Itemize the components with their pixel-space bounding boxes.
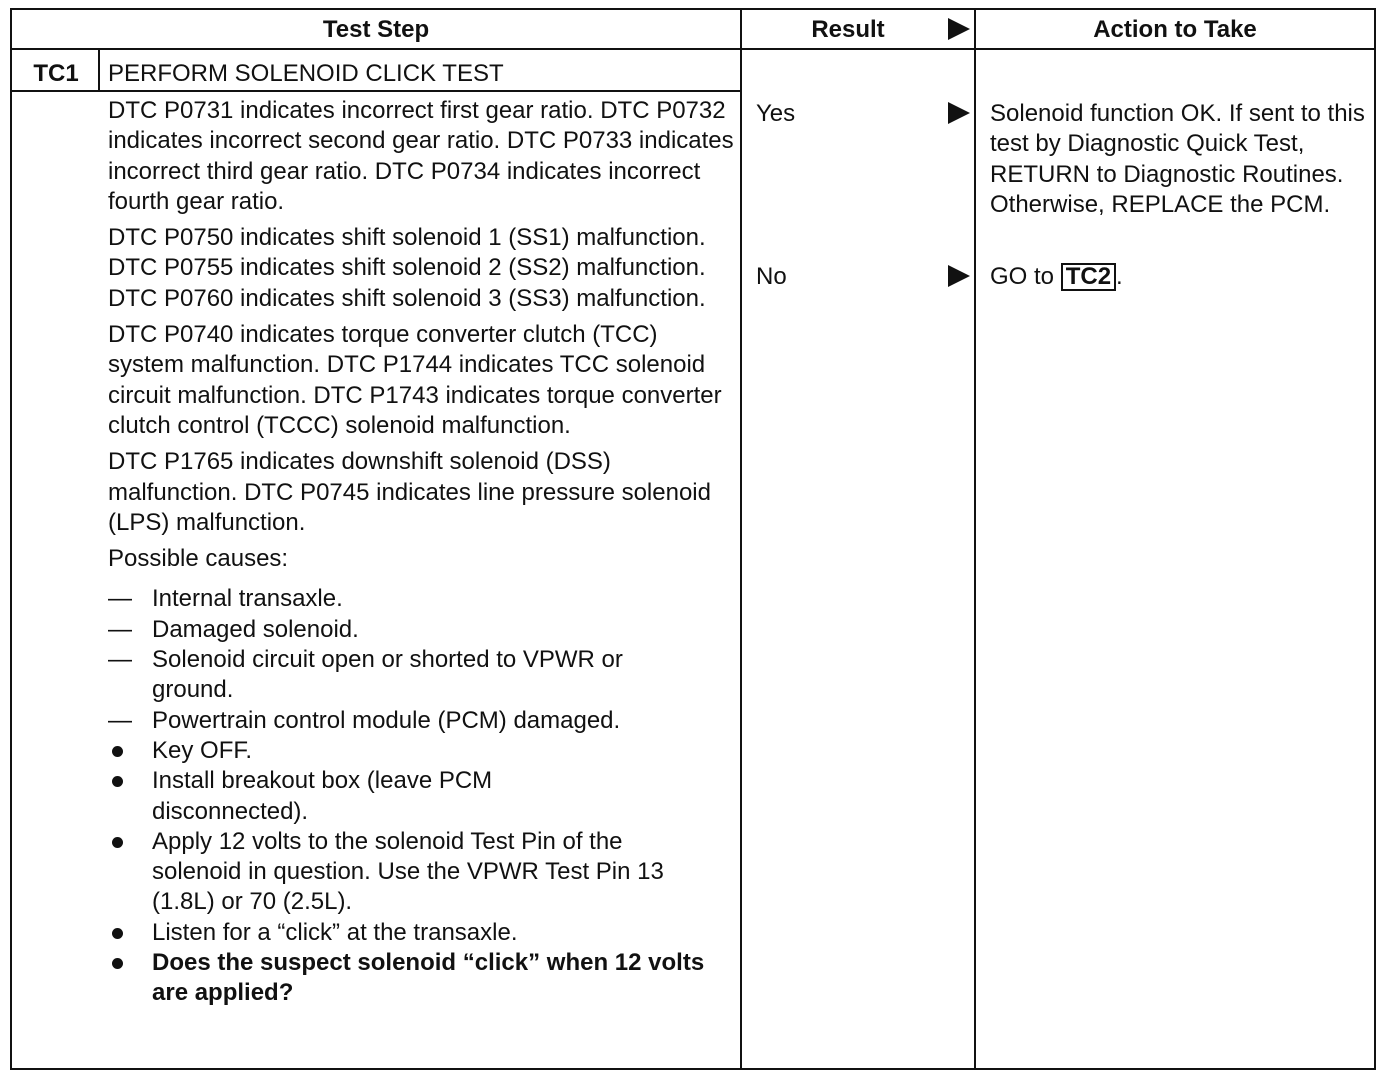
step-body <box>108 96 738 1009</box>
cause-text: Solenoid circuit open or shorted to VPWR or ground. <box>152 646 623 704</box>
action-no-suffix: . <box>1116 263 1123 290</box>
column-divider-result-action <box>974 10 976 1068</box>
cause-text: Damaged solenoid. <box>152 615 359 643</box>
cause-item <box>108 645 738 706</box>
step-paragraph: DTC P0731 indicates incorrect first gear ratio. DTC P0732 indicates incorrect second gear ratio. DTC P0733 indicates incorrect third gear ratio. DTC P0734 indicates incorrect fourth gear ratio. <box>108 97 734 215</box>
dash-bullet: — <box>108 706 132 734</box>
header-action: Action to Take <box>1093 16 1257 43</box>
action-yes: Solenoid function OK. If sent to this test by Diagnostic Quick Test, RETURN to Diagnostic Routines. Otherwise, REPLACE the PCM. <box>990 100 1365 218</box>
action-item <box>108 918 738 948</box>
cause-text: Internal transaxle. <box>152 585 343 613</box>
cause-item <box>108 706 738 736</box>
bullet-dot-icon <box>112 928 123 939</box>
bullet-dot-icon <box>112 746 123 757</box>
action-text: Key OFF. <box>152 736 253 764</box>
bullet-dot-icon <box>112 776 123 787</box>
result-no: No <box>756 263 787 290</box>
step-paragraph: DTC P0740 indicates torque converter clutch (TCC) system malfunction. DTC P1744 indicates TCC solenoid circuit malfunction. DTC P1743 indicates torque converter clutch control (TCCC) solenoid malfunction. <box>108 321 722 439</box>
action-no <box>990 262 1370 292</box>
dash-bullet: — <box>108 646 132 674</box>
step-paragraph: DTC P1765 indicates downshift solenoid (DSS) malfunction. DTC P0745 indicates line pressure solenoid (LPS) malfunction. <box>108 448 711 536</box>
header-test-step: Test Step <box>322 16 430 43</box>
action-no-prefix: GO to <box>990 263 1055 290</box>
cause-item <box>108 584 738 614</box>
step-title: PERFORM SOLENOID CLICK TEST <box>108 60 504 87</box>
tc2-reference-link[interactable]: TC2 <box>1061 263 1116 291</box>
cause-item <box>108 615 738 645</box>
bullet-dot-icon <box>112 837 123 848</box>
action-text: Listen for a “click” at the transaxle. <box>152 918 518 946</box>
column-divider-step-result <box>740 10 742 1068</box>
cause-text: Powertrain control module (PCM) damaged. <box>152 706 621 734</box>
header-result: Result <box>811 16 885 43</box>
action-text: Apply 12 volts to the solenoid Test Pin of the solenoid in question. Use the VPWR Test Pin 13 (1.8L) or 70 (2.5L). <box>152 827 664 916</box>
step-id: TC1 <box>33 60 79 87</box>
action-item <box>108 766 738 827</box>
diagnostic-table <box>10 8 1376 1070</box>
step-paragraph: DTC P0750 indicates shift solenoid 1 (SS1) malfunction. DTC P0755 indicates shift solenoid 2 (SS2) malfunction. DTC P0760 indicates shift solenoid 3 (SS3) malfunction. <box>108 224 706 312</box>
action-item <box>108 736 738 766</box>
question-text: Does the suspect solenoid “click” when 12 volts are applied? <box>152 949 705 1007</box>
bullet-dot-icon <box>112 958 123 969</box>
action-item <box>108 827 738 918</box>
dash-bullet: — <box>108 585 132 613</box>
question-item <box>108 948 738 1009</box>
result-yes-arrow-icon <box>948 102 970 124</box>
result-yes: Yes <box>756 100 796 127</box>
dash-bullet: — <box>108 615 132 643</box>
header-arrow-icon <box>948 18 970 40</box>
action-text: Install breakout box (leave PCM disconnected). <box>152 767 493 825</box>
result-no-arrow-icon <box>948 265 970 287</box>
causes-label: Possible causes: <box>108 545 289 573</box>
